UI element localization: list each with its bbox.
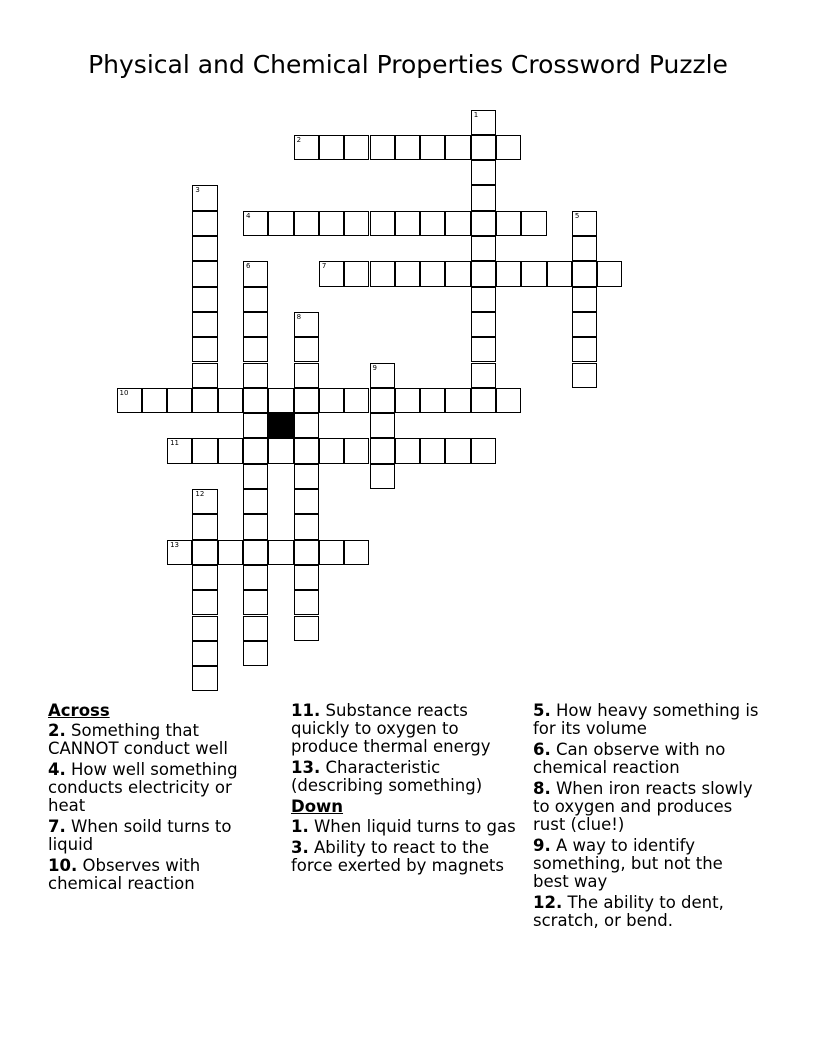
grid-cell[interactable] bbox=[471, 160, 496, 185]
clue-text: How heavy something is for its volume bbox=[533, 701, 759, 738]
grid-cell[interactable] bbox=[319, 261, 344, 286]
grid-cell[interactable] bbox=[243, 616, 268, 641]
grid-cell[interactable] bbox=[218, 540, 243, 565]
clue-item bbox=[48, 722, 273, 758]
grid-cell[interactable] bbox=[370, 261, 395, 286]
grid-cell[interactable] bbox=[370, 363, 395, 388]
clue-number-label: 9 bbox=[372, 363, 377, 372]
grid-cell[interactable] bbox=[471, 236, 496, 261]
grid-cell[interactable] bbox=[370, 135, 395, 160]
grid-cell[interactable] bbox=[167, 438, 192, 463]
grid-cell[interactable] bbox=[192, 514, 217, 539]
grid-cell[interactable] bbox=[395, 388, 420, 413]
grid-cell[interactable] bbox=[243, 363, 268, 388]
clue-text: The ability to dent, scratch, or bend. bbox=[533, 893, 724, 930]
clue-text: When iron reacts slowly to oxygen and produces rust (clue!) bbox=[533, 779, 753, 834]
grid-cell[interactable] bbox=[192, 337, 217, 362]
grid-cell[interactable] bbox=[471, 388, 496, 413]
grid-cell[interactable] bbox=[344, 388, 369, 413]
clue-text: When soild turns to liquid bbox=[48, 817, 232, 854]
grid-cell[interactable] bbox=[445, 388, 470, 413]
grid-cell[interactable] bbox=[445, 261, 470, 286]
grid-cell[interactable] bbox=[445, 135, 470, 160]
grid-cell[interactable] bbox=[243, 287, 268, 312]
clue-text: Can observe with no chemical reaction bbox=[533, 740, 726, 777]
grid-cell[interactable] bbox=[395, 438, 420, 463]
grid-cell[interactable] bbox=[294, 540, 319, 565]
grid-cell[interactable] bbox=[218, 438, 243, 463]
grid-cell[interactable] bbox=[243, 565, 268, 590]
grid-cell[interactable] bbox=[521, 211, 546, 236]
grid-cell[interactable] bbox=[243, 489, 268, 514]
grid-cell[interactable] bbox=[192, 438, 217, 463]
grid-cell[interactable] bbox=[471, 185, 496, 210]
grid-cell[interactable] bbox=[572, 261, 597, 286]
grid-cell[interactable] bbox=[243, 261, 268, 286]
grid-cell[interactable] bbox=[344, 211, 369, 236]
grid-cell[interactable] bbox=[370, 388, 395, 413]
grid-cell[interactable] bbox=[496, 135, 521, 160]
clue-number-label: 4 bbox=[246, 211, 251, 220]
grid-cell[interactable] bbox=[370, 438, 395, 463]
grid-cell[interactable] bbox=[547, 261, 572, 286]
grid-cell[interactable] bbox=[268, 438, 293, 463]
grid-cell[interactable] bbox=[167, 540, 192, 565]
grid-cell[interactable] bbox=[572, 363, 597, 388]
clue-item bbox=[533, 780, 763, 834]
grid-cell[interactable] bbox=[370, 211, 395, 236]
grid-cell[interactable] bbox=[243, 464, 268, 489]
grid-cell[interactable] bbox=[471, 110, 496, 135]
clue-text: A way to identify something, but not the best way bbox=[533, 836, 723, 891]
grid-cell[interactable] bbox=[496, 211, 521, 236]
grid-cell[interactable] bbox=[294, 489, 319, 514]
grid-cell[interactable] bbox=[420, 261, 445, 286]
grid-cell[interactable] bbox=[370, 413, 395, 438]
grid-cell[interactable] bbox=[243, 514, 268, 539]
grid-cell[interactable] bbox=[445, 438, 470, 463]
clue-number: 5. bbox=[533, 701, 551, 720]
clue-number: 2. bbox=[48, 721, 66, 740]
grid-cell[interactable] bbox=[192, 540, 217, 565]
grid-cell[interactable] bbox=[294, 312, 319, 337]
grid-cell[interactable] bbox=[192, 641, 217, 666]
grid-cell[interactable] bbox=[243, 438, 268, 463]
clue-text: Ability to react to the force exerted by magnets bbox=[291, 838, 505, 875]
grid-cell[interactable] bbox=[192, 185, 217, 210]
grid-cell[interactable] bbox=[294, 363, 319, 388]
grid-cell[interactable] bbox=[319, 135, 344, 160]
clue-number-label: 7 bbox=[321, 262, 327, 271]
grid-cell[interactable] bbox=[344, 135, 369, 160]
grid-cell[interactable] bbox=[294, 388, 319, 413]
grid-cell[interactable] bbox=[370, 464, 395, 489]
clue-item bbox=[291, 839, 526, 875]
grid-cell[interactable] bbox=[420, 135, 445, 160]
clue-number: 4. bbox=[48, 760, 66, 779]
grid-cell[interactable] bbox=[471, 438, 496, 463]
grid-cell[interactable] bbox=[294, 211, 319, 236]
grid-cell[interactable] bbox=[192, 211, 217, 236]
grid-cell[interactable] bbox=[294, 135, 319, 160]
grid-cell[interactable] bbox=[294, 590, 319, 615]
clue-item bbox=[533, 741, 763, 777]
grid-cell[interactable] bbox=[471, 211, 496, 236]
clue-column-1 bbox=[48, 702, 273, 896]
grid-cell[interactable] bbox=[243, 337, 268, 362]
clue-item bbox=[533, 894, 763, 930]
grid-cell[interactable] bbox=[471, 337, 496, 362]
grid-cell[interactable] bbox=[319, 438, 344, 463]
clue-column-3 bbox=[533, 702, 763, 933]
grid-cell[interactable] bbox=[395, 135, 420, 160]
grid-cell[interactable] bbox=[192, 590, 217, 615]
clue-number: 10. bbox=[48, 856, 78, 875]
grid-cell[interactable] bbox=[192, 236, 217, 261]
grid-cell[interactable] bbox=[572, 287, 597, 312]
clue-text: Substance reacts quickly to oxygen to produce thermal energy bbox=[291, 701, 491, 756]
grid-cell[interactable] bbox=[344, 540, 369, 565]
clue-number-label: 1 bbox=[473, 110, 479, 119]
grid-cell[interactable] bbox=[167, 388, 192, 413]
grid-cell[interactable] bbox=[344, 438, 369, 463]
clue-number-label: 5 bbox=[574, 211, 580, 220]
grid-cell[interactable] bbox=[572, 337, 597, 362]
clue-item bbox=[48, 857, 273, 893]
clue-number-label: 6 bbox=[246, 262, 251, 271]
grid-cell[interactable] bbox=[294, 464, 319, 489]
grid-cell[interactable] bbox=[395, 261, 420, 286]
grid-cell[interactable] bbox=[192, 489, 217, 514]
grid-cell[interactable] bbox=[319, 540, 344, 565]
clue-number-label: 11 bbox=[170, 439, 180, 448]
grid-cell[interactable] bbox=[243, 641, 268, 666]
grid-cell[interactable] bbox=[420, 438, 445, 463]
grid-cell[interactable] bbox=[192, 565, 217, 590]
clue-number-label: 2 bbox=[296, 135, 302, 144]
grid-cell[interactable] bbox=[319, 211, 344, 236]
grid-cell[interactable] bbox=[243, 388, 268, 413]
grid-cell[interactable] bbox=[294, 337, 319, 362]
clue-text: Something that CANNOT conduct well bbox=[48, 721, 228, 758]
clue-number: 9. bbox=[533, 836, 551, 855]
clue-section-heading-down: Down bbox=[291, 797, 344, 816]
grid-cell[interactable] bbox=[572, 312, 597, 337]
page-title: Physical and Chemical Properties Crossword Puzzle bbox=[88, 50, 728, 79]
grid-cell[interactable] bbox=[572, 211, 597, 236]
clue-item bbox=[48, 761, 273, 815]
grid-cell[interactable] bbox=[294, 514, 319, 539]
clue-text: How well something conducts electricity or heat bbox=[48, 760, 238, 815]
grid-cell[interactable] bbox=[294, 413, 319, 438]
clue-column-2 bbox=[291, 702, 526, 878]
grid-cell[interactable] bbox=[243, 312, 268, 337]
clue-item bbox=[533, 702, 763, 738]
grid-cell[interactable] bbox=[420, 388, 445, 413]
black-cell bbox=[268, 413, 293, 438]
grid-cell[interactable] bbox=[319, 388, 344, 413]
clue-number-label: 8 bbox=[296, 312, 302, 321]
clue-number: 11. bbox=[291, 701, 321, 720]
grid-cell[interactable] bbox=[471, 261, 496, 286]
clue-item bbox=[291, 759, 526, 795]
grid-cell[interactable] bbox=[572, 236, 597, 261]
grid-cell[interactable] bbox=[445, 211, 470, 236]
grid-cell[interactable] bbox=[192, 666, 217, 691]
grid-cell[interactable] bbox=[192, 616, 217, 641]
clue-item bbox=[533, 837, 763, 891]
clue-number: 13. bbox=[291, 758, 321, 777]
grid-cell[interactable] bbox=[471, 363, 496, 388]
grid-cell[interactable] bbox=[471, 312, 496, 337]
grid-cell[interactable] bbox=[192, 261, 217, 286]
clue-number: 8. bbox=[533, 779, 551, 798]
grid-cell[interactable] bbox=[294, 565, 319, 590]
grid-cell[interactable] bbox=[243, 590, 268, 615]
grid-cell[interactable] bbox=[344, 261, 369, 286]
clue-number: 7. bbox=[48, 817, 66, 836]
clue-number-label: 10 bbox=[119, 388, 129, 397]
clue-section-heading-across: Across bbox=[48, 701, 110, 720]
grid-cell[interactable] bbox=[496, 388, 521, 413]
clue-number-label: 3 bbox=[195, 186, 200, 195]
clue-text: Observes with chemical reaction bbox=[48, 856, 201, 893]
clue-text: Characteristic (describing something) bbox=[291, 758, 483, 795]
grid-cell[interactable] bbox=[117, 388, 142, 413]
clue-number: 12. bbox=[533, 893, 563, 912]
grid-cell[interactable] bbox=[218, 388, 243, 413]
grid-cell[interactable] bbox=[420, 211, 445, 236]
grid-cell[interactable] bbox=[243, 211, 268, 236]
clue-number: 3. bbox=[291, 838, 309, 857]
clue-item bbox=[291, 702, 526, 756]
clue-text: When liquid turns to gas bbox=[308, 817, 516, 836]
grid-cell[interactable] bbox=[192, 287, 217, 312]
grid-cell[interactable] bbox=[294, 438, 319, 463]
grid-cell[interactable] bbox=[142, 388, 167, 413]
clue-number-label: 12 bbox=[195, 490, 205, 498]
grid-cell[interactable] bbox=[268, 211, 293, 236]
clue-number: 6. bbox=[533, 740, 551, 759]
grid-cell[interactable] bbox=[268, 540, 293, 565]
grid-cell[interactable] bbox=[192, 312, 217, 337]
grid-cell[interactable] bbox=[496, 261, 521, 286]
grid-cell[interactable] bbox=[192, 363, 217, 388]
grid-cell[interactable] bbox=[192, 388, 217, 413]
grid-cell[interactable] bbox=[471, 135, 496, 160]
grid-cell[interactable] bbox=[294, 616, 319, 641]
grid-cell[interactable] bbox=[243, 413, 268, 438]
clue-number: 1. bbox=[291, 817, 309, 836]
clue-item bbox=[48, 818, 273, 854]
grid-cell[interactable] bbox=[268, 388, 293, 413]
grid-cell[interactable] bbox=[471, 287, 496, 312]
grid-cell[interactable] bbox=[521, 261, 546, 286]
grid-cell[interactable] bbox=[597, 261, 622, 286]
clue-number-label: 13 bbox=[170, 540, 180, 549]
clue-item bbox=[291, 818, 526, 836]
grid-cell[interactable] bbox=[243, 540, 268, 565]
grid-cell[interactable] bbox=[395, 211, 420, 236]
